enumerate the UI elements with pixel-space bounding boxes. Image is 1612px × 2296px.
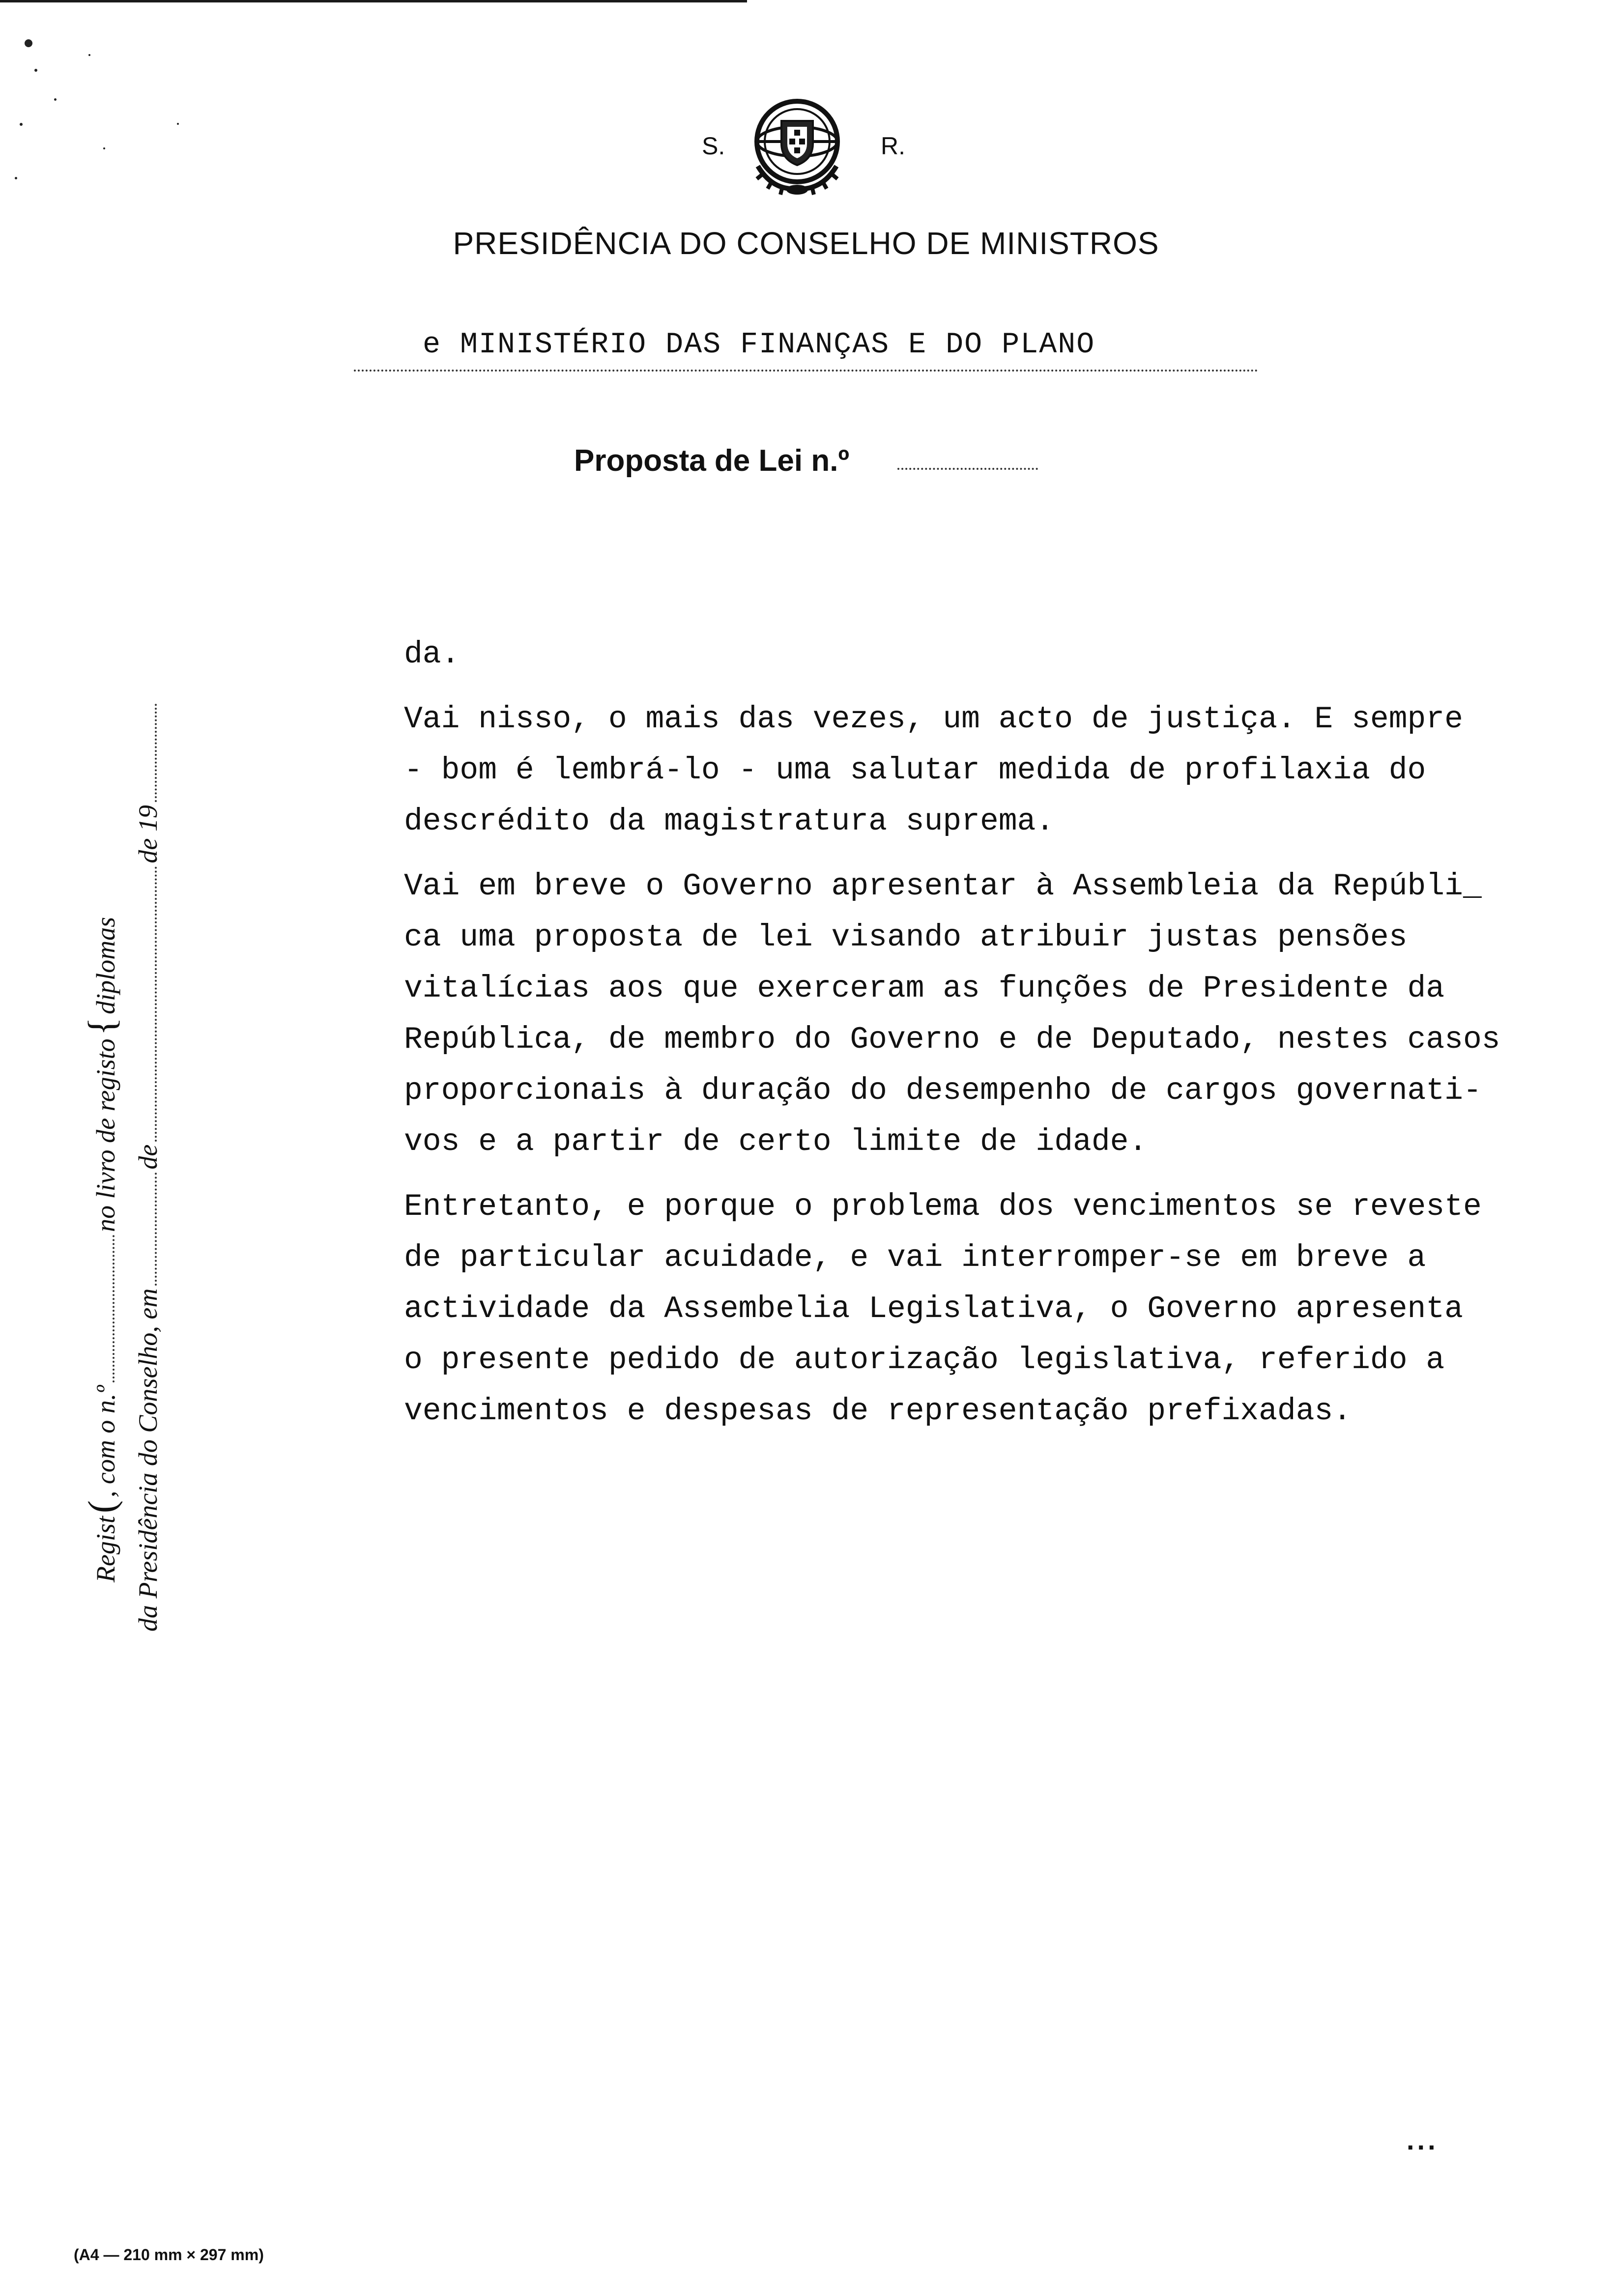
text-line: da. bbox=[404, 637, 460, 672]
text-line: actividade da Assembelia Legislativa, o Governo apresenta bbox=[404, 1292, 1463, 1326]
text-line: proporcionais à duração do desempenho de cargos governati- bbox=[404, 1073, 1482, 1108]
coat-of-arms-icon bbox=[743, 92, 851, 201]
proposta-label: Proposta de Lei n.º bbox=[574, 444, 850, 478]
scan-speck bbox=[34, 69, 37, 72]
text-line: de particular acuidade, e vai interromper-se em breve a bbox=[404, 1240, 1426, 1275]
text-line: vos e a partir de certo limite de idade. bbox=[404, 1124, 1148, 1159]
scan-speck bbox=[25, 39, 32, 47]
text-line: Vai nisso, o mais das vezes, um acto de justiça. E sempre bbox=[404, 702, 1463, 737]
proposta-number-blank bbox=[897, 468, 1038, 470]
scan-speck bbox=[20, 123, 23, 126]
text-line: descrédito da magistratura suprema. bbox=[404, 804, 1055, 839]
text-line: vencimentos e despesas de representação prefixadas. bbox=[404, 1394, 1352, 1429]
margin-registration-line-2 bbox=[133, 701, 163, 1632]
paragraph bbox=[404, 861, 1593, 1168]
scan-speck bbox=[103, 147, 105, 149]
text-line: Entretanto, e porque o problema dos vencimentos se reveste bbox=[404, 1189, 1482, 1224]
margin-text: Regist bbox=[91, 1516, 120, 1582]
margin-text: no livro de registo bbox=[91, 1038, 120, 1232]
scan-speck bbox=[177, 123, 179, 125]
brace-glyph: ( bbox=[80, 1500, 123, 1514]
dotted-blank bbox=[155, 866, 157, 1142]
header-r-letter: R. bbox=[881, 132, 905, 160]
margin-text: diplomas bbox=[91, 917, 120, 1014]
header-s-letter: S. bbox=[702, 132, 725, 160]
scan-speck bbox=[54, 98, 57, 101]
dotted-blank bbox=[155, 1173, 157, 1286]
brace-glyph: { bbox=[80, 1017, 123, 1036]
margin-text: da Presidência do Conselho, em bbox=[133, 1288, 163, 1632]
text-line: - bom é lembrá-lo - uma salutar medida de profilaxia do bbox=[404, 753, 1426, 788]
text-line: vitalícias aos que exerceram as funções de Presidente da bbox=[404, 971, 1445, 1006]
text-line: Vai em breve o Governo apresentar à Assembleia da Repúbli_ bbox=[404, 869, 1482, 904]
scan-speck bbox=[88, 54, 90, 56]
continuation-marker: ... bbox=[1407, 2124, 1439, 2155]
dotted-blank bbox=[113, 1235, 115, 1382]
scan-speck bbox=[15, 177, 17, 179]
text-line: ca uma proposta de lei visando atribuir justas pensões bbox=[404, 920, 1408, 955]
presidencia-heading: PRESIDÊNCIA DO CONSELHO DE MINISTROS bbox=[453, 226, 1159, 261]
paragraph bbox=[404, 1181, 1593, 1437]
paragraph bbox=[404, 694, 1593, 847]
paragraph bbox=[404, 629, 1593, 680]
body-text bbox=[404, 629, 1593, 1451]
margin-text: , com o n.º bbox=[91, 1385, 120, 1498]
ministerio-heading: e MINISTÉRIO DAS FINANÇAS E DO PLANO bbox=[423, 328, 1095, 362]
margin-registration-line-1 bbox=[80, 917, 124, 1582]
margin-text: de bbox=[133, 1144, 163, 1170]
text-line: o presente pedido de autorização legislativa, referido a bbox=[404, 1343, 1445, 1378]
top-rule bbox=[0, 0, 747, 2]
margin-text: de 19 bbox=[133, 805, 163, 863]
dotted-blank bbox=[155, 704, 157, 802]
paper-size-note: (A4 — 210 mm × 297 mm) bbox=[74, 2246, 264, 2264]
text-line: República, de membro do Governo e de Deputado, nestes casos bbox=[404, 1022, 1500, 1057]
